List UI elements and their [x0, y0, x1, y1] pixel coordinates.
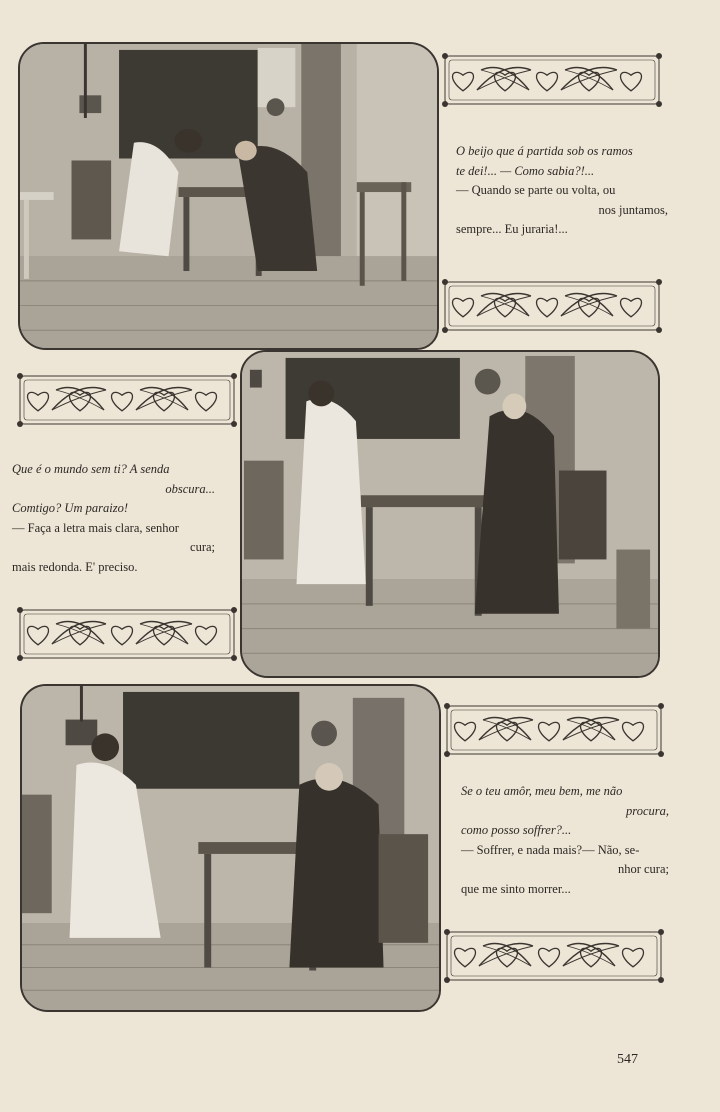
photograph-girl-and-priest-at-desk [18, 42, 439, 350]
stanza-2 [12, 460, 215, 577]
verse-line: obscura... [165, 481, 215, 496]
verse-line: nhor cura; [617, 862, 669, 876]
verse-line: que me sinto morrer... [461, 881, 571, 896]
verse-line: sempre... Eu juraria!... [456, 222, 568, 236]
stanza-3 [461, 782, 669, 899]
verse-line: — Quando se parte ou volta, ou [456, 183, 616, 197]
verse-line: procura, [626, 803, 669, 818]
verse-line: — Soffrer, e nada mais?— Não, se- [461, 842, 640, 857]
verse-line: como posso soffrer?... [461, 823, 572, 837]
verse-line: te dei!... — Como sabia?!... [456, 163, 595, 178]
ornament-border-6 [443, 926, 665, 986]
stanza-1 [456, 142, 668, 240]
photograph-girl-weeping-priest-writing [240, 350, 660, 678]
ornament-border-1 [441, 50, 663, 110]
page-number: 547 [617, 1052, 638, 1067]
verse-line: Comtigo? Um paraizo! [12, 501, 128, 515]
verse-line: cura; [190, 540, 215, 554]
verse-line: — Faça a letra mais clara, senhor [12, 520, 179, 535]
verse-line: O beijo que á partida sob os ramos [456, 144, 633, 158]
verse-line: nos juntamos, [598, 202, 668, 217]
ornament-border-3 [16, 370, 238, 430]
ornament-border-2 [441, 276, 663, 336]
photograph-girl-standing-priest-seated [20, 684, 441, 1012]
verse-line: Que é o mundo sem ti? A senda [12, 462, 170, 476]
ornament-border-5 [443, 700, 665, 760]
ornament-border-4 [16, 604, 238, 664]
verse-line: mais redonda. E' preciso. [12, 559, 138, 574]
verse-line: Se o teu amôr, meu bem, me não [461, 784, 623, 798]
